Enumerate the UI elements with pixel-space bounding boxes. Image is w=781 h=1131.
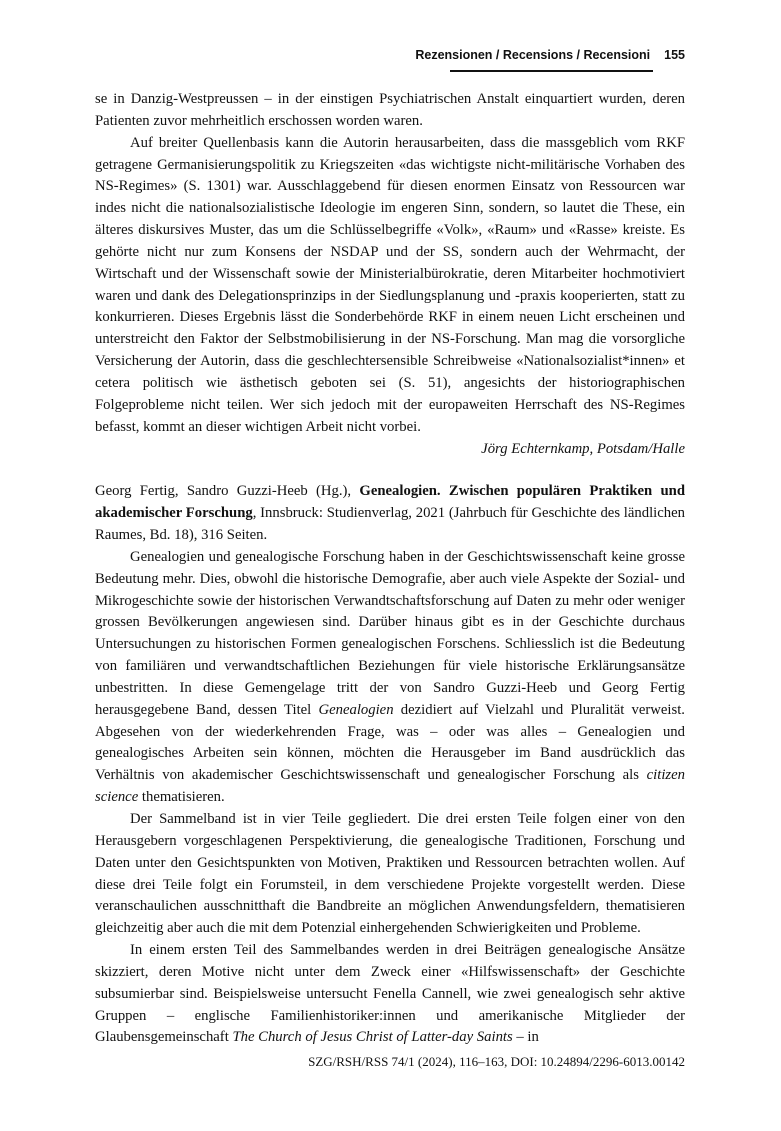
section-gap [95,460,685,481]
header-text [415,48,685,62]
page-body [95,89,685,1049]
p3-text-a: In einem ersten Teil des Sammelbandes werden in drei Beiträgen genealogische Ansätze skizziert, deren Motive nicht unter dem Zweck einer «Hilfswissenschaft» der Geschichte subsumierbar sind. Beispielsweise untersucht Fenella Cannell, wie zwei genealogisch sehr aktive Gruppen – englische Familienhistoriker:innen und amerikanische Mitglieder der Glaubensgemeinschaft [95,942,685,1046]
p1-text-e: thematisieren. [138,789,225,806]
review2-paragraph-3 [95,940,685,1049]
p1-italic-title: Genealogien [318,701,394,718]
p1-italic-term: citizen science [95,767,685,806]
header-page-number: 155 [664,48,685,62]
header-rule [450,70,653,72]
p3-text-c: – in [512,1029,539,1046]
p1-text-a: Genealogien und genealogische Forschung haben in der Geschichtswissenschaft keine grosse Bedeutung mehr. Dies, obwohl die historische Demografie, aber auch viele Aspekte der Sozial- und Mikrogeschichte sowie der historischen Verwandtschaftsforschung auf Daten zu mehr oder weniger grossen Bevölkerungen angewiesen sind. Darüber hinaus gibt es in der Geschichte durchaus Untersuchungen zu historischen Formen genealogischen Forschens. Schliesslich ist die Bedeutung von familiären und verwandtschaftlichen Beziehungen für viele historische Erklärungsansätze unbestritten. In diese Gemengelage tritt der von Sandro Guzzi-Heeb und Georg Fertig herausgegebene Band, dessen Titel [95,548,685,718]
review2-paragraph-2: Der Sammelband ist in vier Teile gegliedert. Die drei ersten Teile folgen einer von den Herausgebern vorgeschlagenen Perspektivierung, die genealogische Traditionen, Forschung und Daten unter den Gesichtspunkten von Motiven, Praktiken und Ressourcen betrachten wollen. Auf diese drei Teile folgt ein Forumsteil, in dem verschiedene Projekte vorgestellt werden. Diese veranschaulichen ausschnitthaft die Bandbreite an möglichen Anwendungsfeldern, thematisieren gleichzeitig aber auch die mit dem Potenzial einhergehenden Schwierigkeiten und Probleme. [95,811,685,937]
footer-citation: SZG/RSH/RSS 74/1 (2024), 116–163, DOI: 10.24894/2296-6013.00142 [308,1054,685,1069]
review1-signature: Jörg Echternkamp, Potsdam/Halle [481,440,685,457]
running-header [95,48,685,78]
review2-reference [95,481,685,547]
review1-paragraph-1: se in Danzig-Westpreussen – in der einstigen Psychiatrischen Anstalt einquartiert wurden, deren Patienten zuvor mehrheitlich erschossen worden waren. [95,91,685,129]
review2-paragraph-1 [95,547,685,809]
p1-text-c: dezidiert auf Vielzahl und Pluralität verweist. Abgesehen von der wiederkehrenden Frage, was – oder was alles – Genealogien und genealogisches Arbeiten sein können, möchten die Herausgeber im Band ausdrücklich das Verhältnis von akademischer Geschichtswissenschaft und genealogischer Forschung als [95,701,685,784]
review1-paragraph-2: Auf breiter Quellenbasis kann die Autorin herausarbeiten, dass die massgeblich vom RKF getragene Germanisierungspolitik zu Kriegszeiten «das wichtigste nicht-militärische Vorhaben des NS-Regimes» (S. 1301) war. Ausschlaggebend für diesen enormen Einsatz von Ressourcen war indes nicht die nationalsozialistische Ideologie im engeren Sinn, sondern, so lautet die These, ein älteres diskursives Muster, das um die Schlüsselbegriffe «Volk», «Raum» und «Rasse» kreiste. Es gehörte nicht nur zum Konsens der NSDAP und der SS, sondern auch der Wehrmacht, der Wirtschaft und der Wissenschaft sowie der Ministerialbürokratie, deren Mitarbeiter hochmotiviert waren und dank des Delegationsprinzips in der Siedlungsplanung und -praxis kooperierten, statt zu konkurrieren. Dieses Ergebnis lässt die Sonderbehörde RKF in einem neuen Licht erscheinen und unterstreicht den Faktor der Selbstmobilisierung in der NS-Forschung. Man mag die vorsorgliche Versicherung der Autorin, dass die geschlechtersensible Schreibweise «Nationalsozialist*innen» et cetera politisch wie ästhetisch geboten sei (S. 51), angesichts der historiographischen Folgeprobleme nicht teilen. Wer sich jedoch mit der europaweiten Herrschaft des NS-Regimes befasst, kommt an dieser wichtigen Arbeit nicht vorbei. [95,134,685,435]
header-section: Rezensionen / Recensions / Recensioni [415,48,651,62]
ref-publisher: , Innsbruck: Studienverlag, 2021 (Jahrbuch für Geschichte des ländlichen Raumes, Bd. 18), 316 Seiten. [95,505,685,544]
ref-title: Genealogien. Zwischen populären Praktiken und akademischer Forschung [95,483,685,522]
ref-authors: Georg Fertig, Sandro Guzzi-Heeb (Hg.), [95,483,360,500]
p3-italic-church: The Church of Jesus Christ of Latter-day Saints [232,1029,513,1046]
